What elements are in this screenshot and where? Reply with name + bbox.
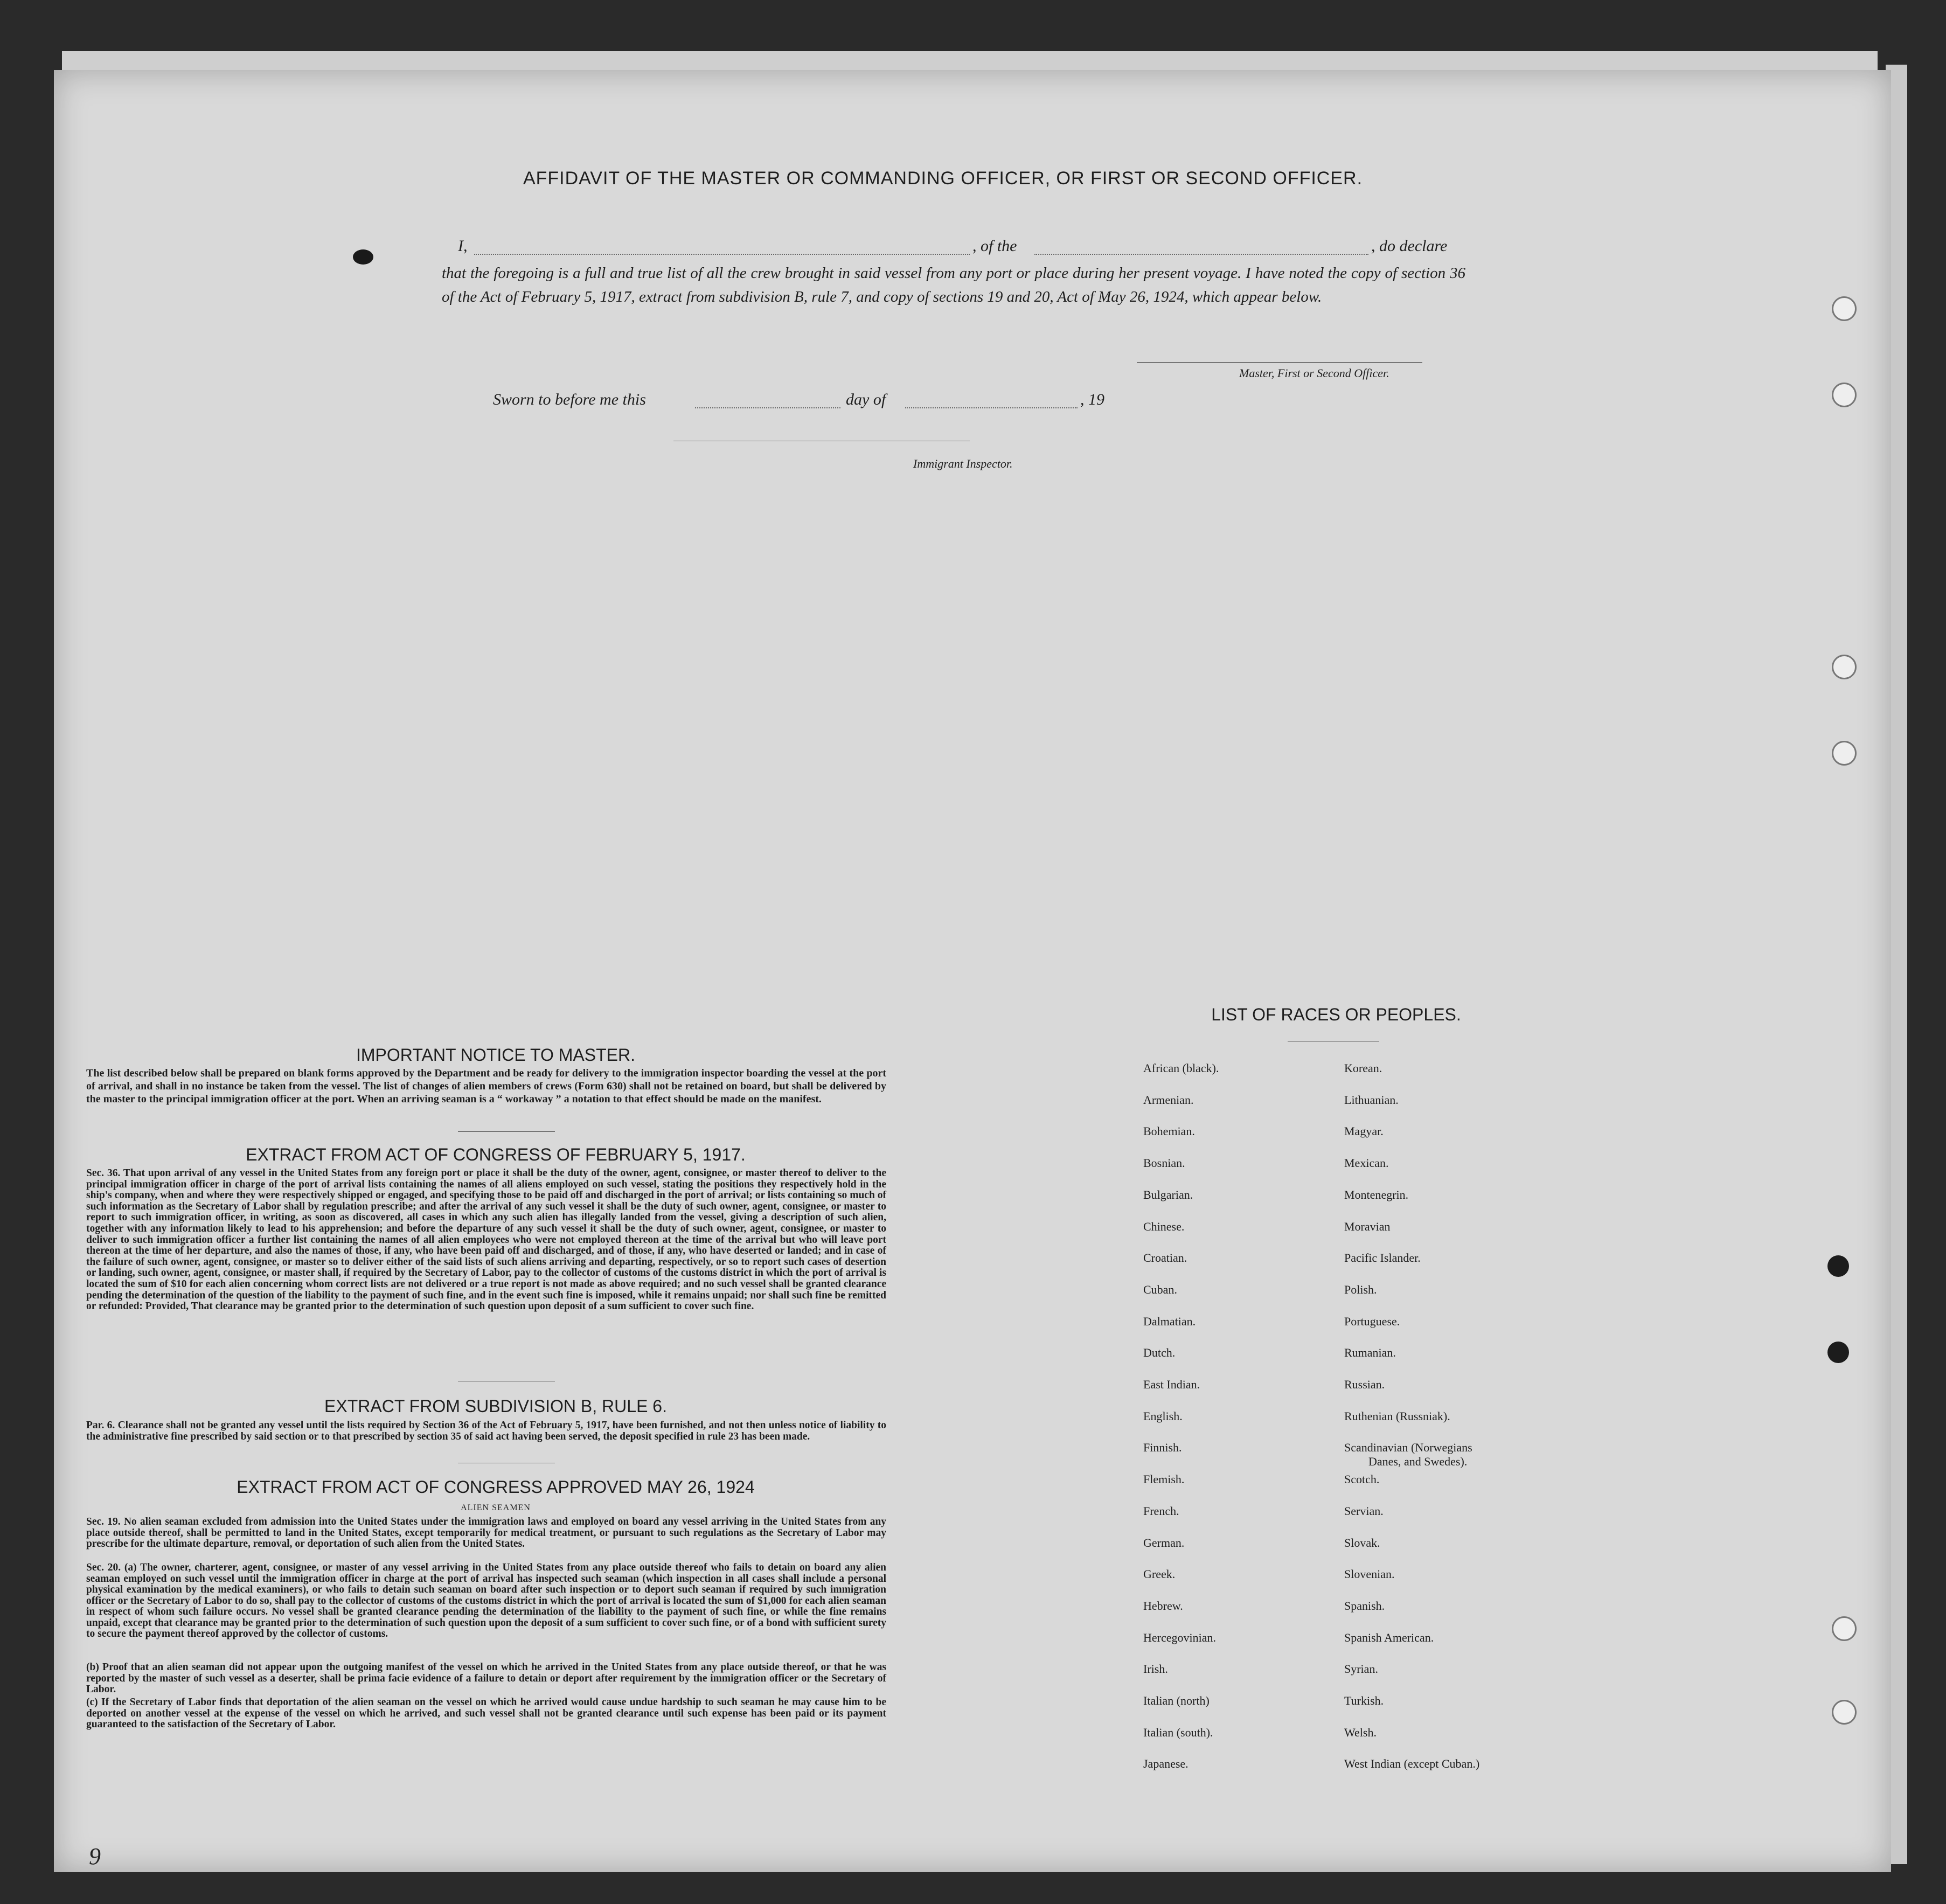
race-item: Armenian. (1143, 1093, 1194, 1107)
race-item: Korean. (1344, 1061, 1382, 1075)
race-item: Chinese. (1143, 1219, 1185, 1233)
race-item: Flemish. (1143, 1472, 1185, 1486)
race-item: Spanish. (1344, 1599, 1385, 1613)
race-item: Russian. (1344, 1378, 1385, 1391)
day-blank[interactable] (695, 407, 840, 408)
race-item: Polish. (1344, 1282, 1377, 1296)
race-item: German. (1143, 1535, 1185, 1549)
sec20c-body: (c) If the Secretary of Labor finds that deportation of the alien seaman on the vessel on which he arrived would cause undue hardship to such seaman he may cause him to be deported on another vessel at the expense of the vessel on which he arrived, and such vessel shall not be granted clearance until such expense has been paid or its payment guaranteed to the satisfaction of the Secretary of Labor. (86, 1697, 886, 1730)
race-item: Hebrew. (1143, 1599, 1183, 1613)
race-item: Finnish. (1143, 1441, 1182, 1455)
sec20a-body: Sec. 20. (a) The owner, charterer, agent, consignee, or master of any vessel arriving in the United States from any place outside thereof who fails to detain on board any alien seaman employed on such vessel until the immigration officer in charge at the port of arrival has inspected such seaman (which inspection in all cases shall include a personal physical examination by the medical examiners), or who fails to detain such seaman on board after such inspection or to deport such seaman if required by such immigration officer or the Secretary of Labor to do so, shall pay to the collector of customs of the customs district in which the port of arrival is located the sum of $1,000 for each alien seaman in respect of whom such failure occurs. No vessel shall be granted clearance pending the determination of the liability to the payment of such fine, or while the fine remains unpaid, except that clearance may be granted prior to the determination of such question upon the deposit of a sum sufficient to cover such fine, or of a bond with sufficient surety to secure the payment thereof approved by the collector of customs. (86, 1562, 886, 1639)
affidavit-of-the: , of the (972, 237, 1017, 255)
day-of-label: day of (846, 391, 886, 408)
punch-hole (1827, 1255, 1849, 1277)
race-item: Scotch. (1344, 1472, 1380, 1486)
year-label: , 19 (1080, 391, 1104, 408)
race-item: Italian (south). (1143, 1725, 1213, 1739)
race-item: Bosnian. (1143, 1156, 1185, 1170)
extract-1924-title: EXTRACT FROM ACT OF CONGRESS APPROVED MAY 26, 1924 (237, 1477, 755, 1497)
race-item: Slovenian. (1344, 1567, 1395, 1581)
race-item: Servian. (1344, 1504, 1384, 1518)
race-item: Dalmatian. (1143, 1314, 1196, 1328)
race-item: Turkish. (1344, 1694, 1384, 1707)
race-item: Italian (north) (1143, 1694, 1210, 1707)
punch-hole (1832, 383, 1857, 407)
extract-1917-title: EXTRACT FROM ACT OF CONGRESS OF FEBRUARY 5, 1917. (246, 1145, 746, 1164)
rule6-body: Par. 6. Clearance shall not be granted any vessel until the lists required by Section 36 of the Act of February 5, 1917, have been furnished, and not then unless notice of liability to the administrative fine prescribed by said section or to that prescribed by section 35 of said act having been served, the deposit specified in rule 23 has been made. (86, 1420, 886, 1442)
sec19-body: Sec. 19. No alien seaman excluded from admission into the United States under the immigration laws and employed on board any vessel arriving in the United States from any place outside thereof, shall be permitted to land in the United States, except temporarily for medical treatment, or pursuant to such regulations as the Secretary of Labor may prescribe for the ultimate departure, removal, or deportation of such alien from the United States. (86, 1516, 886, 1549)
extract-1924-subtitle: ALIEN SEAMEN (461, 1503, 531, 1512)
punch-hole (1832, 1700, 1857, 1725)
punch-hole (1832, 296, 1857, 321)
race-item: Irish. (1143, 1662, 1168, 1676)
race-item: Rumanian. (1344, 1346, 1396, 1360)
affidavit-title: AFFIDAVIT OF THE MASTER OR COMMANDING OFFICER, OR FIRST OR SECOND OFFICER. (523, 168, 1363, 189)
race-item: East Indian. (1143, 1378, 1200, 1391)
race-item: Bohemian. (1143, 1124, 1195, 1138)
punch-hole (1832, 1616, 1857, 1641)
rule6-title: EXTRACT FROM SUBDIVISION B, RULE 6. (324, 1396, 667, 1416)
race-item: Greek. (1143, 1567, 1176, 1581)
race-item: Magyar. (1344, 1124, 1384, 1138)
race-item: Moravian (1344, 1219, 1391, 1233)
signature-line-master (1137, 362, 1422, 363)
master-label: Master, First or Second Officer. (1239, 366, 1389, 380)
race-item: Welsh. (1344, 1725, 1377, 1739)
race-item: Spanish American. (1344, 1630, 1434, 1644)
notice-body: The list described below shall be prepared on blank forms approved by the Department and be ready for delivery to the immigration inspector boarding the vessel at the port of arrival, and shall in no instance be taken from the vessel. The list of changes of alien members of crews (Form 630) shall not be retained on board, but shall be delivered by the master to the principal immigration officer at the port. When an arriving seaman is a “ workaway ” a notation to that effect should be made on the manifest. (86, 1067, 886, 1105)
race-item: Dutch. (1143, 1346, 1176, 1360)
vessel-blank[interactable] (1034, 253, 1368, 255)
race-item: Japanese. (1143, 1757, 1189, 1771)
sworn-label: Sworn to before me this (493, 391, 646, 408)
race-item: Syrian. (1344, 1662, 1378, 1676)
punch-hole (1832, 741, 1857, 766)
inspector-label: Immigrant Inspector. (913, 457, 1013, 470)
race-item: Cuban. (1143, 1282, 1177, 1296)
page-number-handwritten: 9 (89, 1843, 101, 1870)
race-item: Mexican. (1344, 1156, 1389, 1170)
races-title: LIST OF RACES OR PEOPLES. (1211, 1005, 1461, 1024)
affidavit-declare: , do declare (1371, 237, 1448, 255)
race-item: Slovak. (1344, 1535, 1380, 1549)
name-blank[interactable] (474, 253, 970, 255)
race-item: Scandinavian (Norwegians (1344, 1441, 1472, 1455)
ink-blot (353, 249, 373, 265)
race-item: Montenegrin. (1344, 1187, 1409, 1201)
race-item: Pacific Islander. (1344, 1251, 1421, 1265)
punch-hole (1832, 655, 1857, 679)
race-item: Bulgarian. (1143, 1187, 1193, 1201)
race-item: Ruthenian (Russniak). (1344, 1409, 1450, 1423)
month-blank[interactable] (905, 407, 1078, 408)
sec20b-body: (b) Proof that an alien seaman did not appear upon the outgoing manifest of the vessel on which he arrived in the United States from any place outside thereof, or that he was reported by the master of such vessel as a deserter, shall be prima facie evidence of a failure to detain or deport after requirement by the immigration officer or the Secretary of Labor. (86, 1662, 886, 1695)
affidavit-i: I, (458, 237, 468, 255)
race-item: Lithuanian. (1344, 1093, 1399, 1107)
race-item-continuation: Danes, and Swedes). (1368, 1455, 1468, 1468)
affidavit-body: that the foregoing is a full and true list of all the crew brought in said vessel from any port or place during her present voyage. I have noted the copy of section 36 of the Act of February 5, 1917, extract from subdivision B, rule 7, and copy of sections 19 and 20, Act of May 26, 1924, which appear below. (442, 265, 1465, 305)
race-item: Hercegovinian. (1143, 1630, 1216, 1644)
extract-1917-body: Sec. 36. That upon arrival of any vessel in the United States from any foreign port or place it shall be the duty of the owner, agent, consignee, or master thereof to deliver to the principal immigration officer in charge of the port of arrival lists containing the names of all aliens employed on such vessel, stating the positions they respectively hold in the ship's company, when and where they were respectively shipped or engaged, and specifying those to be paid off and discharged in the port of arrival; or lists containing so much of such information as the Secretary of Labor shall by regulation prescribe; and after the arrival of any such vessel it shall be the duty of such owner, agent, consignee, or master to report to such immigration officer, in writing, as soon as discovered, all cases in which any such alien has illegally landed from the vessel, giving a description of such alien, together with any information likely to lead to his apprehension; and before the departure of any such vessel it shall be the duty of such owner, agent, consignee, or master to deliver to such immigration officer a further list containing the names of all alien employees who were not employed thereon at the time of the arrival but who will leave port thereon at the time of her departure, and also the names of those, if any, who have been paid off and discharged, and of those, if any, who have deserted or landed; and in case of the failure of such owner, agent, consignee, or master so to deliver either of the said lists of such aliens arriving and departing, respectively, or so to report such cases of desertion or landing, such owner, agent, consignee, or master shall, if required by the Secretary of Labor, pay to the collector of customs of the customs district in which the port of arrival is located the sum of $10 for each alien concerning whom correct lists are not delivered or a true report is not made as above required; and no such vessel shall be granted clearance pending the determination of the question of the liability to the payment of such fine, and in the event such fine is imposed, while it remains unpaid; nor shall such fine be remitted or refunded: Provided, That clearance may be granted prior to the determination of such question upon deposit of a sum sufficient to cover such fine. (86, 1168, 886, 1312)
punch-hole (1827, 1342, 1849, 1363)
race-item: Portuguese. (1344, 1314, 1400, 1328)
race-item: English. (1143, 1409, 1183, 1423)
race-item: Croatian. (1143, 1251, 1187, 1265)
notice-title: IMPORTANT NOTICE TO MASTER. (356, 1045, 635, 1065)
race-item: West Indian (except Cuban.) (1344, 1757, 1480, 1771)
divider (458, 1131, 555, 1132)
race-item: African (black). (1143, 1061, 1219, 1075)
race-item: French. (1143, 1504, 1179, 1518)
